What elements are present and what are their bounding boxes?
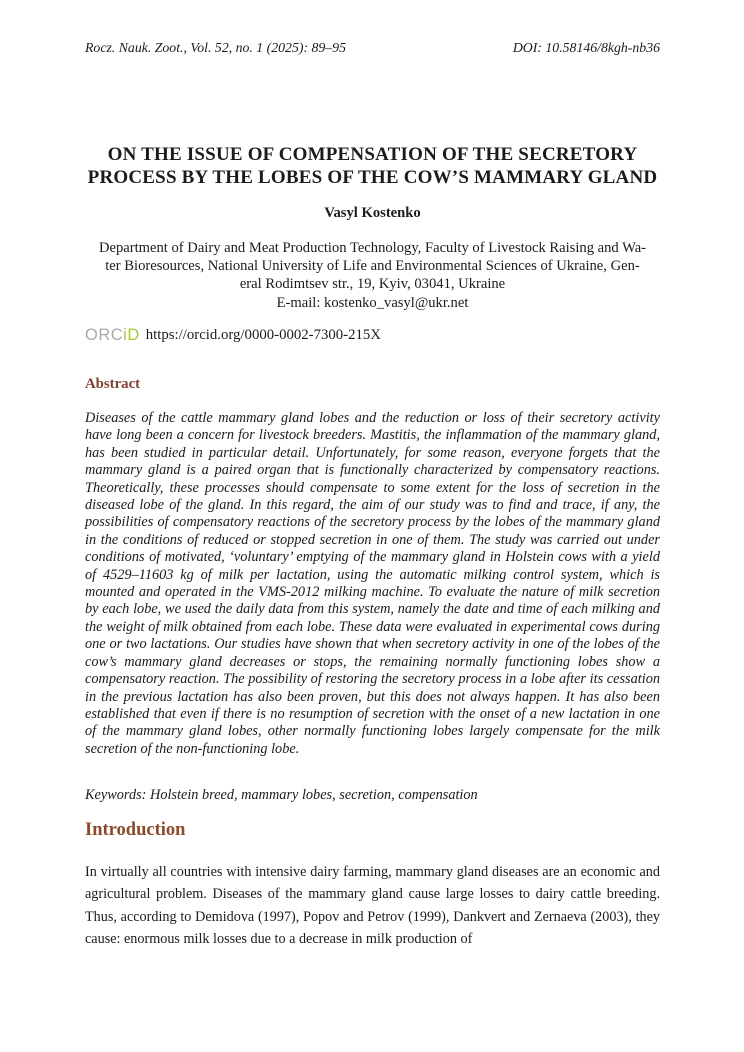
orcid-logo-icon [85,326,140,344]
introduction-heading: Introduction [85,820,186,840]
introduction-paragraph: In virtually all countries with intensive dairy farming, mammary gland diseases are an economic and agricultural problem. Diseases of the mammary gland cause large losses to dairy cattle breeding. Thus, according to Demidova (1997), Popov and Petrov (1999), Dankvert and Zernaeva (2003), they cause: enormous milk losses due to a decrease in milk production of [85,864,660,947]
keywords-line: Keywords: Holstein breed, mammary lobes, secretion, compensation [85,787,478,803]
orcid-row [85,326,660,345]
affiliation-line-3: eral Rodimtsev str., 19, Kyiv, 03041, Ukraine [239,276,506,293]
abstract-text: Diseases of the cattle mammary gland lobes and the reduction or loss of their secretory activity have long been a concern for livestock breeders. Mastitis, the inflammation of the mammary gland, has been studied in particular detail. Unfortunately, for some reason, everyone forgets that the mammary gland is a paired organ that is functionally characterized by compensatory reactions. Theoretically, these processes should compensate to some extent for the loss of secretion in the diseased lobe of the gland. In this regard, the aim of our study was to find and trace, if any, the possibilities of compensatory reactions of the secretory process by the lobes of the mammary gland in the conditions of reduced or stopped secretion in one of them. The study was carried out under conditions of motivated, ‘voluntary’ emptying of the mammary gland in Holstein cows with a yield of 4529–11603 kg of milk per lactation, using the automatic milking control system, which is mounted and operated in the VMS-2012 milking machine. To evaluate the nature of milk secretion by each lobe, we used the daily data from this system, namely the date and time of each milking and the weight of milk obtained from each lobe. These data were evaluated in experimental cows during one or two lactations. Our studies have shown that when secretory activity in one of the lobes of the cow’s mammary gland decreases or stops, the remaining normally functioning lobes show a compensatory reaction. The possibility of restoring the secretory process in a lobe after its cessation in the previous lactation has also been proven, but this does not always happen. It has also been established that even if there is no resumption of secretion with the onset of a new lactation in one of the mammary gland lobes, other normally functioning lobes largely compensate for the milk secretion of the non-functioning lobe. [85,410,660,757]
orcid-logo-green-part: iD [123,326,140,344]
journal-reference: Rocz. Nauk. Zoot., Vol. 52, no. 1 (2025): 89–95 [85,40,346,55]
article-title-line-1: ON THE ISSUE OF COMPENSATION OF THE SECRETORY [107,144,638,165]
running-head [85,40,660,56]
orcid-url-link[interactable]: https://orcid.org/0000-0002-7300-215X [145,327,381,343]
author-affiliation [85,239,660,312]
orcid-logo-gray-part: ORC [85,326,124,344]
author-email: E-mail: kostenko_vasyl@ukr.net [276,294,469,311]
doi-text: DOI: 10.58146/8kgh-nb36 [512,40,660,55]
article-title [85,144,660,189]
article-title-line-2: PROCESS BY THE LOBES OF THE COW’S MAMMARY GLAND [87,166,658,188]
author-name: Vasyl Kostenko [324,205,421,221]
affiliation-line-2: ter Bioresources, National University of Life and Environmental Sciences of Ukraine, Gen- [105,258,640,275]
abstract-heading: Abstract [85,376,141,392]
affiliation-line-1: Department of Dairy and Meat Production Technology, Faculty of Livestock Raising and Wa- [98,240,647,256]
